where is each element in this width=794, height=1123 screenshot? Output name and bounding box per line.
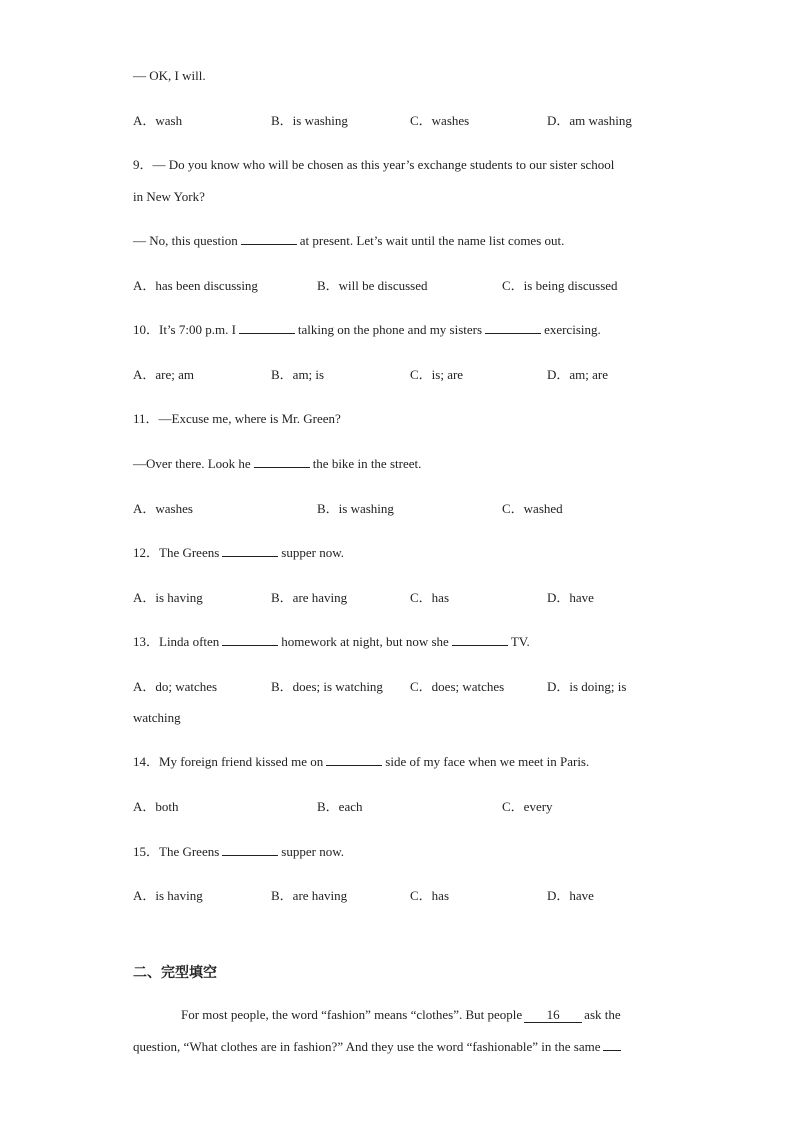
q9-reply-part2: at present. Let’s wait until the name list comes out. [299,233,565,248]
q10-blank-1 [239,322,295,334]
q10-stem-part3: exercising. [544,322,601,337]
q15-stem-part1: 15．The Greens [133,844,220,859]
q9-reply [133,233,564,249]
q12-option-b: B．are having [271,590,348,605]
q13-option-d-wrap: watching [133,710,181,725]
q11-reply-part2: the bike in the street. [312,456,422,471]
q13-stem-part1: 13．Linda often [133,634,220,649]
q11-option-b: B．is washing [317,501,394,516]
q8-option-c: C．washes [410,113,470,128]
passage-line-1-part1: For most people, the word “fashion” means “clothes”. But people [181,1007,523,1022]
q10-option-d: D．am; are [547,367,609,382]
q15-stem-part2: supper now. [281,844,344,859]
q9-reply-part1: — No, this question [133,233,238,248]
cloze-blank-16: 16 [524,1008,582,1023]
q8-reply: — OK, I will. [133,68,206,83]
q14-stem [133,754,589,770]
cloze-blank-trailing [603,1039,621,1051]
q15-option-a: A．is having [133,888,203,903]
q9-stem-line1: 9．— Do you know who will be chosen as this year’s exchange students to our sister school [133,157,615,172]
q14-option-c: C．every [502,799,553,814]
q12-stem-part2: supper now. [281,545,344,560]
q15-blank [222,844,278,856]
q13-blank-1 [222,634,278,646]
passage-line-2 [133,1039,621,1055]
section-heading: 二、完型填空 [133,965,217,981]
q11-option-c: C．washed [502,501,563,516]
q14-option-a: A．both [133,799,179,814]
q8-option-a: A．wash [133,113,183,128]
passage-line-2-text: question, “What clothes are in fashion?” And they use the word “fashionable” in the same [133,1039,601,1054]
q11-blank [254,456,310,468]
q10-option-b: B．am; is [271,367,325,382]
q15-option-b: B．are having [271,888,348,903]
q10-option-c: C．is; are [410,367,464,382]
q9-option-b: B．will be discussed [317,278,428,293]
q9-option-c: C．is being discussed [502,278,618,293]
q9-stem-line2: in New York? [133,189,205,204]
q11-option-a: A．washes [133,501,193,516]
q15-option-c: C．has [410,888,450,903]
q15-option-d: D．have [547,888,594,903]
q10-stem-part2: talking on the phone and my sisters [297,322,483,337]
q13-stem [133,634,530,650]
q13-option-d: D．is doing; is [547,679,627,694]
q9-option-a: A．has been discussing [133,278,258,293]
q10-blank-2 [485,322,541,334]
q12-stem-part1: 12．The Greens [133,545,220,560]
q13-blank-2 [452,634,508,646]
q8-option-b: B．is washing [271,113,348,128]
q14-blank [326,754,382,766]
q14-stem-part2: side of my face when we meet in Paris. [385,754,590,769]
q10-stem [133,322,601,338]
q15-stem [133,844,344,860]
q14-option-b: B．each [317,799,363,814]
q14-stem-part1: 14．My foreign friend kissed me on [133,754,324,769]
q12-option-c: C．has [410,590,450,605]
q13-option-a: A．do; watches [133,679,218,694]
q13-option-c: C．does; watches [410,679,505,694]
q13-stem-part3: TV. [510,634,530,649]
q13-stem-part2: homework at night, but now she [281,634,449,649]
q12-option-d: D．have [547,590,594,605]
q9-blank [241,233,297,245]
passage-line-1 [181,1007,621,1023]
q11-stem: 11．—Excuse me, where is Mr. Green? [133,411,341,426]
q13-option-b: B．does; is watching [271,679,383,694]
passage-line-1-part2: ask the [584,1007,621,1022]
q8-option-d: D．am washing [547,113,632,128]
q12-stem [133,545,344,561]
q10-option-a: A．are; am [133,367,195,382]
q11-reply-part1: —Over there. Look he [133,456,251,471]
q12-blank [222,545,278,557]
q12-option-a: A．is having [133,590,203,605]
q10-stem-part1: 10．It’s 7:00 p.m. I [133,322,236,337]
q11-reply [133,456,421,472]
